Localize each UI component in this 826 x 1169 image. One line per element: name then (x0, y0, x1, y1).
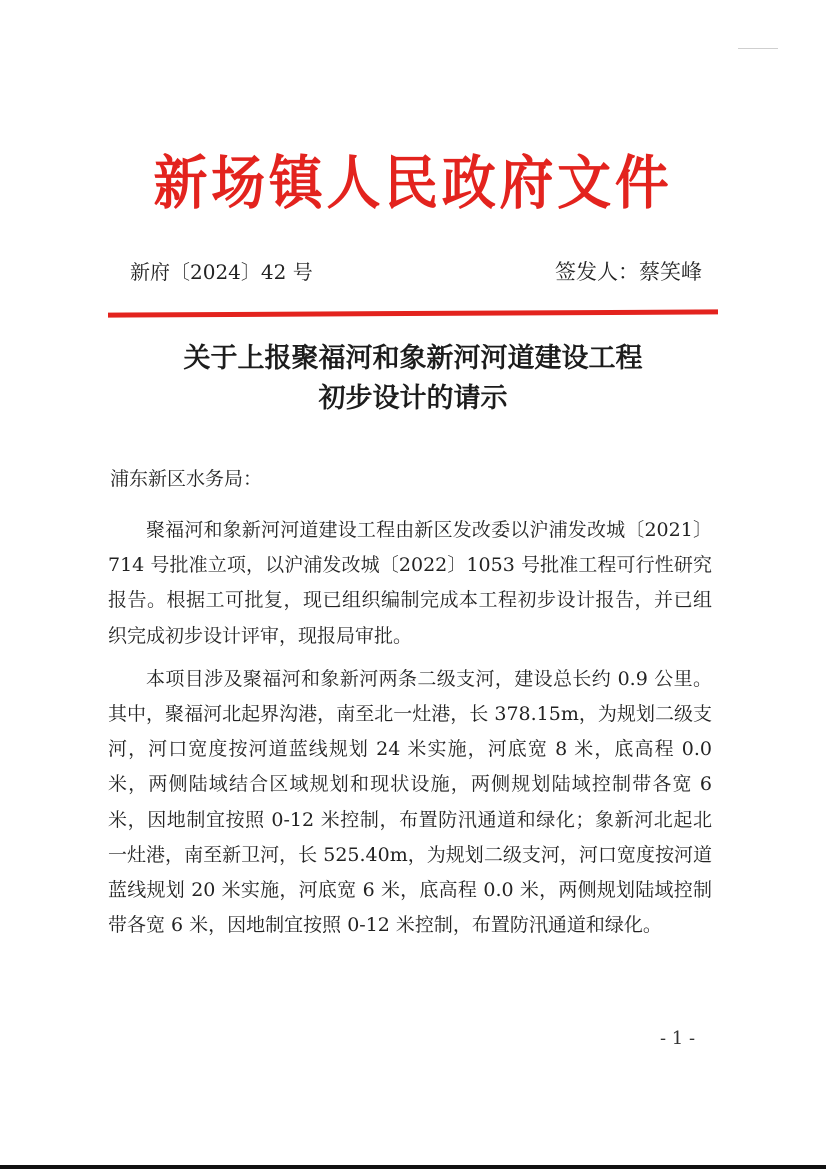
body-text (108, 513, 712, 943)
red-divider-line (108, 309, 718, 317)
addressee: 浦东新区水务局： (110, 468, 263, 490)
signer: 签发人：蔡笑峰 (555, 260, 702, 284)
body-paragraph-2: 本项目涉及聚福河和象新河两条二级支河，建设总长约 0.9 公里。其中，聚福河北起界沟港，南至北一灶港，长 378.15m，为规划二级支河，河口宽度按河道蓝线规划 24 米实施，河底宽 8 米，底高程 0.0 米，两侧陆域结合区域规划和现状设施，两侧规划陆域控制带各宽 6 米，因地制宜按照 0-12 米控制，布置防汛通道和绿化；象新河北起北一灶港，南至新卫河，长 525.40m，为规划二级支河，河口宽度按河道蓝线规划 20 米实施，河底宽 6 米，底高程 0.0 米，两侧规划陆域控制带各宽 6 米，因地制宜按照 0-12 米控制，布置防汛通道和绿化。 (108, 667, 712, 937)
scan-mark (738, 48, 778, 49)
body-paragraph-1: 聚福河和象新河河道建设工程由新区发改委以沪浦发改城〔2021〕714 号批准立项，以沪浦发改城〔2022〕1053 号批准工程可行性研究报告。根据工可批复，现已组织编制完成本工程初步设计报告，并已组织完成初步设计评审，现报局审批。 (108, 519, 712, 647)
scan-bottom-edge (0, 1165, 826, 1169)
page-number: - 1 - (660, 1028, 696, 1049)
document-number: 新府〔2024〕42 号 (130, 260, 313, 284)
document-title-line-2: 初步设计的请示 (318, 383, 508, 414)
agency-red-header: 新场镇人民政府文件 (153, 149, 673, 217)
document-title-line-1: 关于上报聚福河和象新河河道建设工程 (183, 343, 643, 374)
